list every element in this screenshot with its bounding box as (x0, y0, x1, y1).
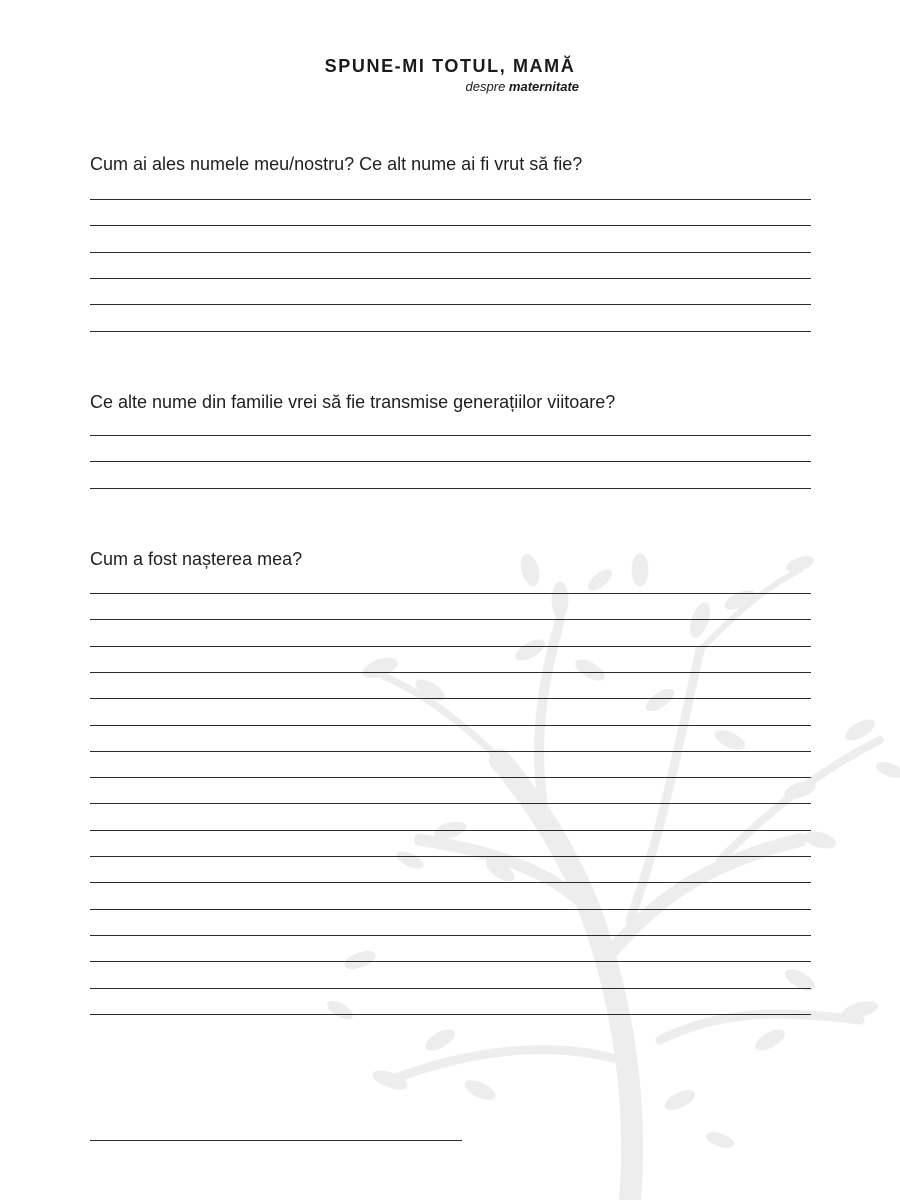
answer-line[interactable] (90, 803, 811, 804)
answer-line[interactable] (90, 304, 811, 305)
question-3: Cum a fost nașterea mea? (90, 549, 303, 569)
answer-line[interactable] (90, 777, 811, 778)
answer-line[interactable] (90, 225, 811, 226)
answer-line[interactable] (90, 331, 811, 332)
page-title: SPUNE-MI TOTUL, MAMĂ (324, 56, 576, 76)
answer-line[interactable] (90, 856, 811, 857)
signature-line[interactable] (90, 1140, 462, 1141)
answer-line[interactable] (90, 935, 811, 936)
answer-line[interactable] (90, 619, 811, 620)
subtitle-prefix: despre (465, 79, 506, 94)
page-subtitle (466, 79, 579, 94)
answer-line[interactable] (90, 909, 811, 910)
answer-line[interactable] (90, 751, 811, 752)
answer-line[interactable] (90, 698, 811, 699)
answer-line[interactable] (90, 278, 811, 279)
answer-line[interactable] (90, 461, 811, 462)
answer-line[interactable] (90, 882, 811, 883)
answer-line[interactable] (90, 1014, 811, 1015)
subtitle-emphasis: maternitate (508, 79, 579, 94)
answer-line[interactable] (90, 830, 811, 831)
tree-icon (300, 540, 900, 1200)
answer-line[interactable] (90, 646, 811, 647)
question-2: Ce alte nume din familie vrei să fie transmise generațiilor viitoare? (90, 392, 616, 412)
answer-line[interactable] (90, 488, 811, 489)
answer-line[interactable] (90, 435, 811, 436)
page-header (0, 56, 900, 106)
answer-line[interactable] (90, 199, 811, 200)
answer-line[interactable] (90, 593, 811, 594)
answer-line[interactable] (90, 961, 811, 962)
answer-line[interactable] (90, 988, 811, 989)
answer-line[interactable] (90, 725, 811, 726)
answer-line[interactable] (90, 252, 811, 253)
question-1: Cum ai ales numele meu/nostru? Ce alt nume ai fi vrut să fie? (90, 154, 583, 174)
answer-line[interactable] (90, 672, 811, 673)
